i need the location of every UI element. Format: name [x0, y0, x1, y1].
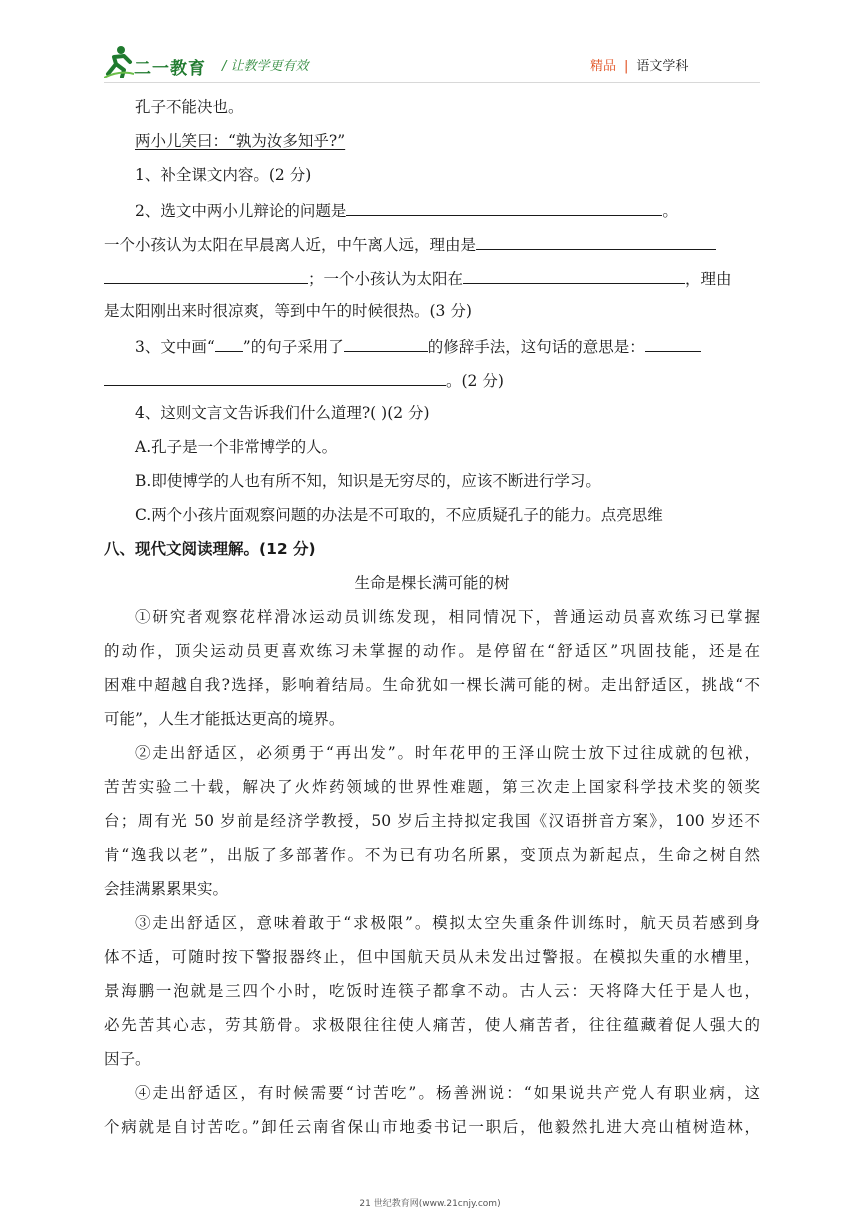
paragraph-3-line: 景海鹏一泡就是三四个小时，吃饭时连筷子都拿不动。古人云：天将降大任于是人也，: [104, 982, 760, 1000]
paragraph-1-line: 的动作，顶尖运动员更喜欢练习未掌握的动作。是停留在“舒适区”巩固技能，还是在: [104, 642, 760, 660]
paragraph-2-line: 会挂满累累果实。: [104, 880, 229, 898]
question-3-text-2: ”的句子采用了: [242, 338, 344, 356]
answer-blank[interactable]: [344, 334, 428, 352]
question-3-text-3: 的修辞手法，这句话的意思是：: [427, 338, 645, 356]
paragraph-1-line: 困难中超越自我?选择，影响着结局。生命犹如一棵长满可能的树。走出舒适区，挑战“不: [104, 676, 760, 694]
question-2-reason-text: 一个小孩认为太阳在早晨离人近，中午离人远，理由是: [104, 236, 477, 254]
question-3-line-2: [104, 368, 760, 392]
classical-line-1: 孔子不能决也。: [135, 98, 244, 116]
option-a: A.孔子是一个非常博学的人。: [135, 438, 338, 456]
symbol-blank: [215, 334, 243, 352]
underlined-sentence: 两小儿笑曰：“孰为汝多知乎?”: [135, 132, 346, 150]
question-2-line-1: [135, 198, 760, 222]
subject-label: 语文学科: [636, 59, 689, 74]
question-2-period: 。: [662, 202, 678, 220]
paragraph-2-line: 台；周有光 50 岁前是经济学教授，50 岁后主持拟定我国《汉语拼音方案》，100 岁还不: [104, 812, 760, 830]
paragraph-3-line: 因子。: [104, 1050, 151, 1068]
header-divider: [104, 82, 760, 83]
paragraph-2-line: ②走出舒适区，必须勇于“再出发”。时年花甲的王泽山院士放下过往成就的包袱，: [135, 744, 760, 762]
paragraph-1-line: 可能”，人生才能抵达更高的境界。: [104, 710, 345, 728]
answer-blank[interactable]: [645, 334, 701, 352]
question-3-end: 。(2 分): [446, 372, 504, 390]
paragraph-1-line: ①研究者观察花样滑冰运动员训练发现，相同情况下，普通运动员喜欢练习已掌握: [135, 608, 760, 626]
page-footer: 21 世纪教育网(www.21cnjy.com): [359, 1199, 501, 1209]
question-2-reason-end: ，理由: [685, 270, 732, 288]
paragraph-3-line: ③走出舒适区，意味着敢于“求极限”。模拟太空失重条件训练时，航天员若感到身: [135, 914, 760, 932]
premium-label: 精品: [590, 59, 617, 74]
header-separator: |: [624, 59, 629, 74]
option-b: B.即使博学的人也有所不知，知识是无穷尽的，应该不断进行学习。: [135, 472, 601, 490]
answer-blank[interactable]: [346, 198, 662, 216]
paragraph-2-line: 肯“逸我以老”，出版了多部著作。不为已有功名所累，变顶点为新起点，生命之树自然: [104, 846, 760, 864]
answer-blank[interactable]: [463, 266, 685, 284]
question-4: 4、这则文言文告诉我们什么道理?( )(2 分): [135, 404, 430, 422]
question-1: 1、补全课文内容。(2 分): [135, 166, 312, 184]
option-c: C.两个小孩片面观察问题的办法是不可取的，不应质疑孔子的能力。点亮思维: [135, 506, 663, 524]
answer-blank[interactable]: [104, 266, 308, 284]
answer-blank[interactable]: [104, 368, 446, 386]
classical-line-2: [135, 130, 760, 152]
question-2-line-2: [104, 232, 760, 256]
question-2-line-3: [104, 266, 760, 290]
paragraph-3-line: 必先苦其心志，劳其筋骨。求极限往往使人痛苦，使人痛苦者，往往蕴藏着促人强大的: [104, 1016, 760, 1034]
article-title: 生命是棵长满可能的树: [354, 574, 510, 592]
question-2-line-4: 是太阳刚出来时很凉爽，等到中午的时候很热。(3 分): [104, 302, 472, 320]
header-slogan: / 让教学更有效: [222, 59, 309, 74]
header-right: [590, 55, 688, 74]
paragraph-3-line: 体不适，可随时按下警报器终止，但中国航天员从未发出过警报。在模拟失重的水槽里，: [104, 948, 760, 966]
logo: [104, 44, 206, 80]
question-3-line-1: [135, 334, 760, 358]
paragraph-4-line: ④走出舒适区，有时候需要“讨苦吃”。杨善洲说：“如果说共产党人有职业病，这: [135, 1084, 760, 1102]
runner-logo-icon: [104, 44, 134, 78]
section-heading: 八、现代文阅读理解。(12 分): [104, 540, 316, 558]
question-3-text-1: 3、文中画“: [135, 338, 215, 356]
question-2-mid-text: ；一个小孩认为太阳在: [308, 270, 464, 288]
logo-text: 二一教育: [134, 59, 206, 79]
answer-blank[interactable]: [476, 232, 716, 250]
paragraph-2-line: 苦苦实验二十载，解决了火炸药领域的世界性难题，第三次走上国家科学技术奖的领奖: [104, 778, 760, 796]
question-2-text: 2、选文中两小儿辩论的问题是: [135, 202, 347, 220]
paragraph-4-line: 个病就是自讨苦吃。”卸任云南省保山市地委书记一职后，他毅然扎进大亮山植树造林，: [104, 1118, 760, 1136]
page-header: [0, 0, 860, 90]
